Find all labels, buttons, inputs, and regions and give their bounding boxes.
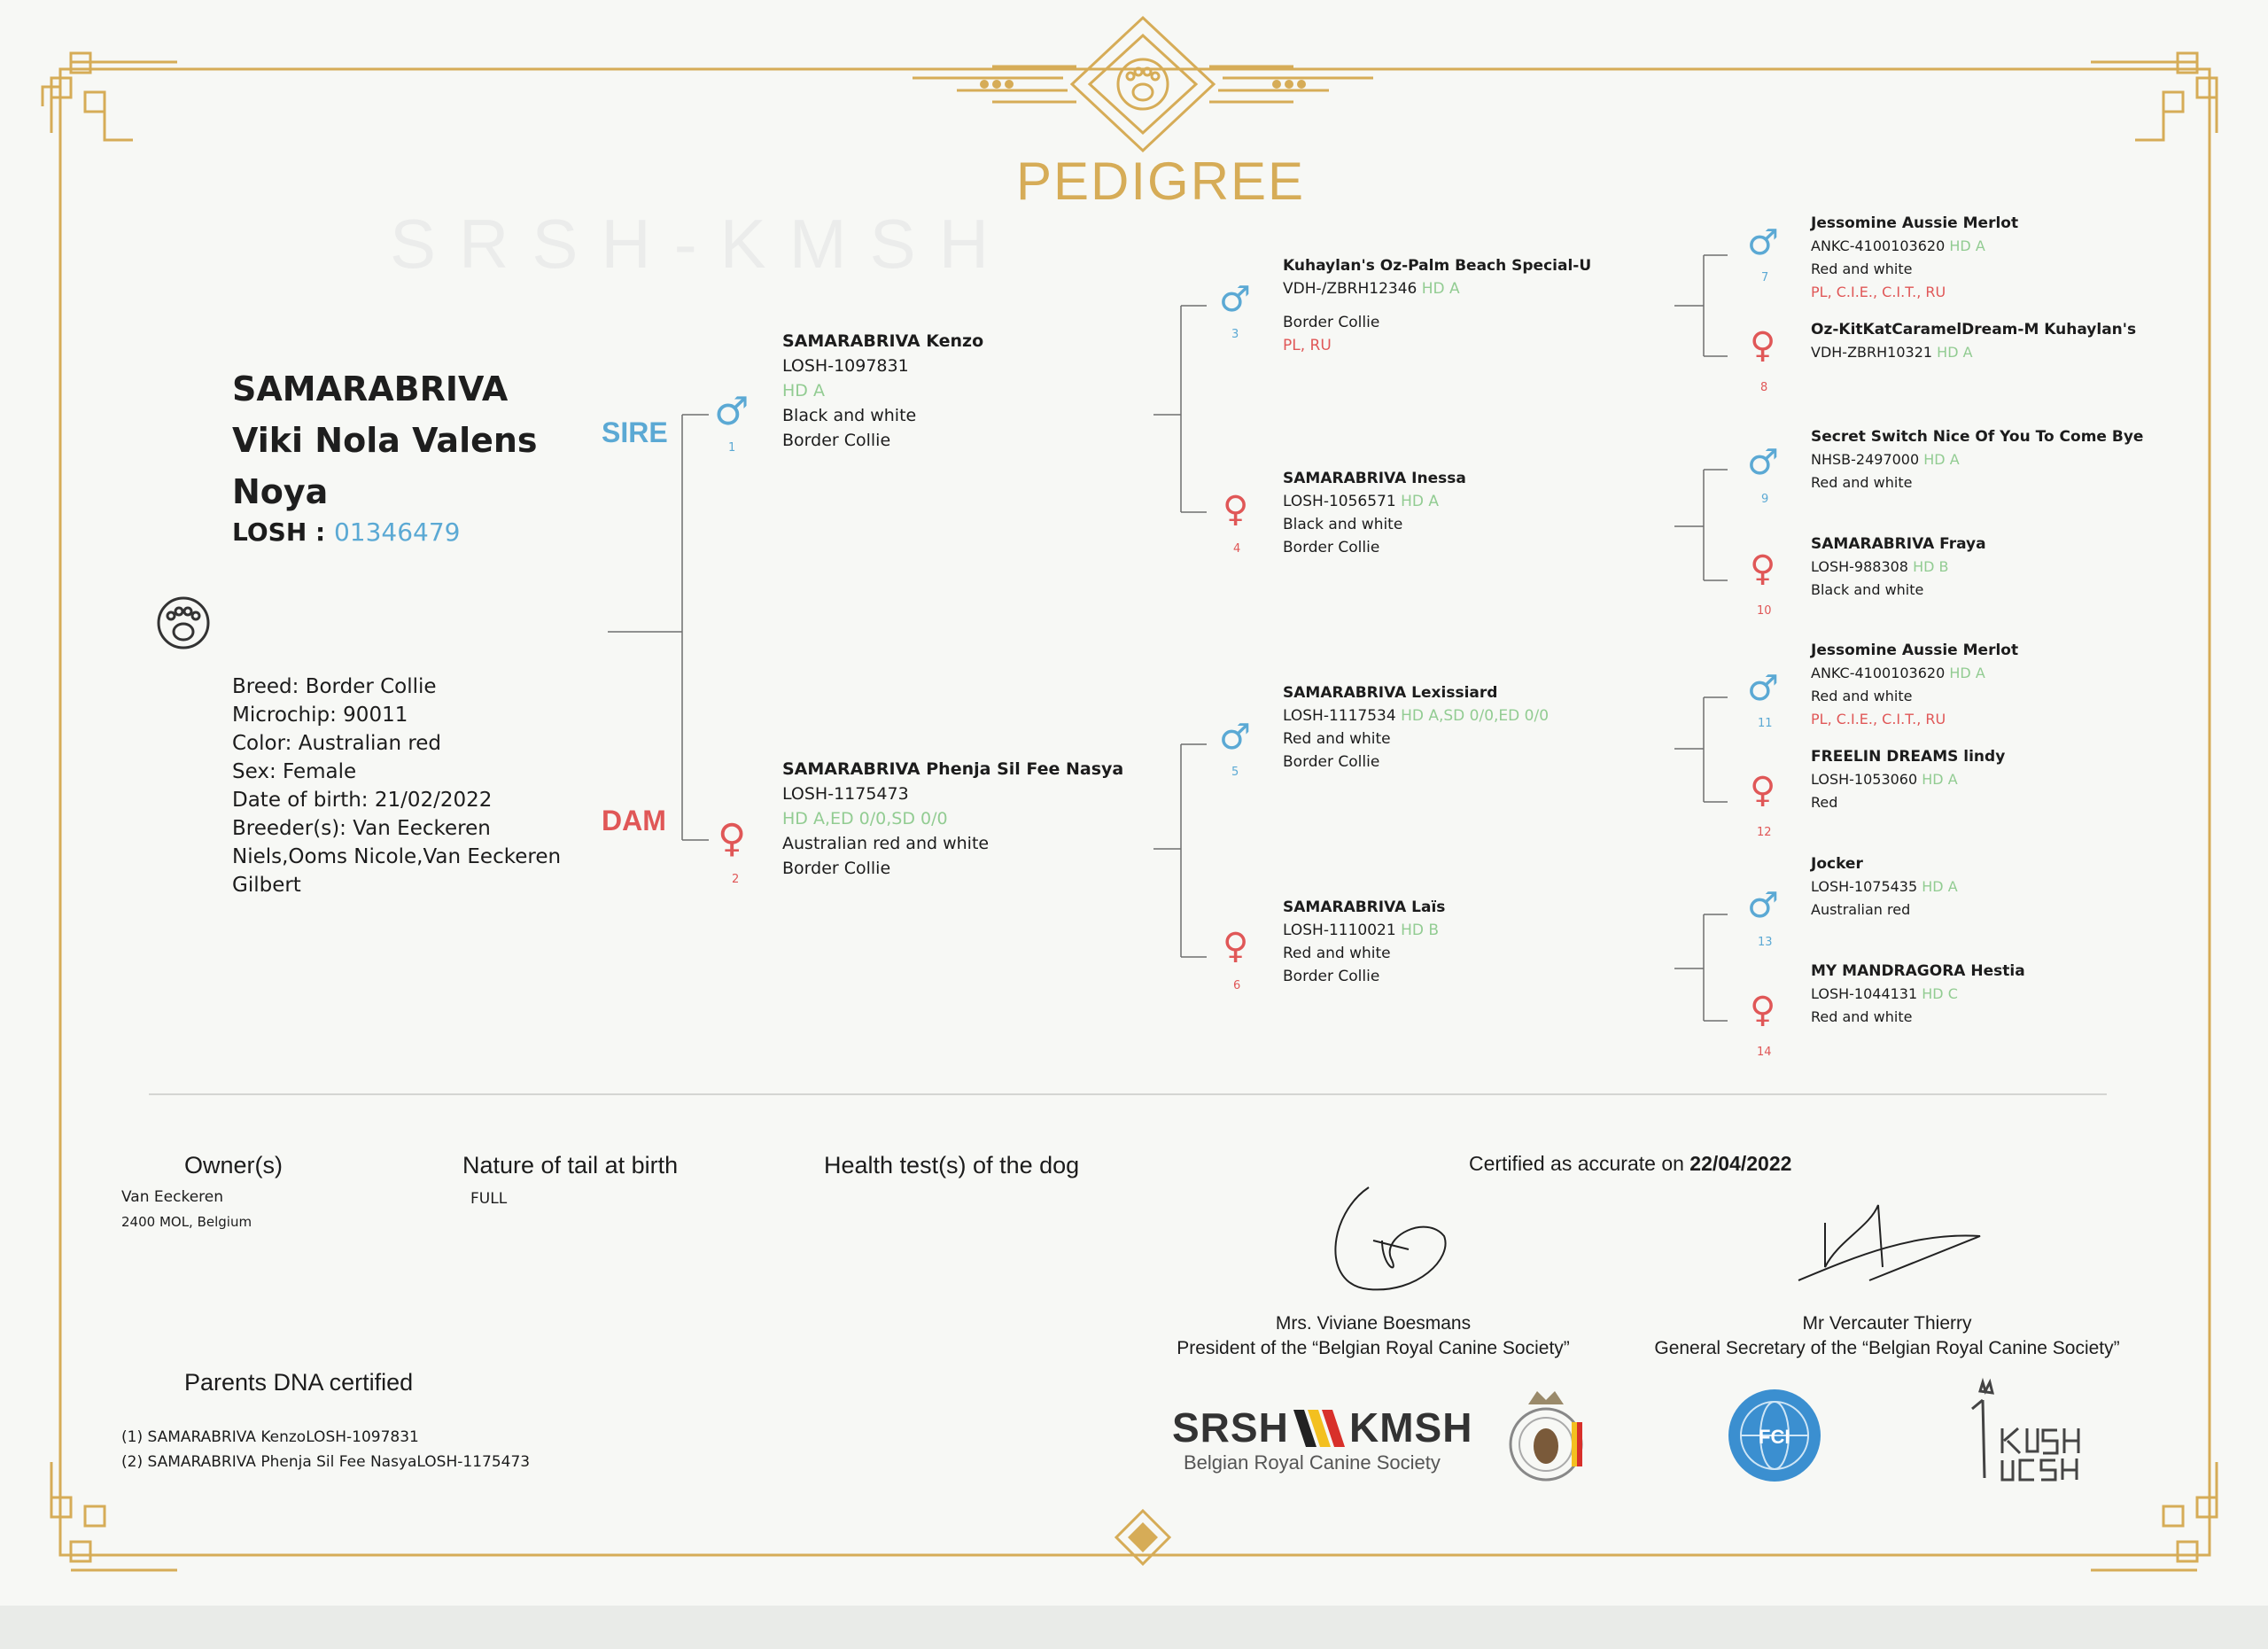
dog-name-line-3: Noya bbox=[232, 472, 329, 511]
sire-hd: HD A bbox=[782, 381, 825, 401]
sire-label: SIRE bbox=[602, 416, 668, 448]
great-grandparent-14-card[interactable] bbox=[1811, 961, 2025, 1029]
grandparent-6-card[interactable] bbox=[1283, 897, 1445, 988]
ggp-reg-line bbox=[1811, 341, 2136, 364]
grandparent-5-card[interactable] bbox=[1283, 682, 1549, 774]
signatory-1 bbox=[1152, 1311, 1595, 1361]
dam-name: SAMARABRIVA Phenja Sil Fee Nasya bbox=[782, 759, 1124, 779]
dna-heading: Parents DNA certified bbox=[184, 1369, 414, 1396]
signature-2 bbox=[1798, 1205, 1980, 1280]
ggp-reg-line bbox=[1811, 662, 2018, 685]
dog-identity bbox=[232, 363, 538, 547]
ggp-name: Jocker bbox=[1811, 855, 1863, 873]
male-icon: ♂ bbox=[1219, 279, 1251, 320]
srsh-logo-left: SRSH bbox=[1172, 1404, 1289, 1451]
sire-card[interactable] bbox=[782, 330, 983, 453]
ggp-reg-line bbox=[1811, 768, 2005, 791]
signatory-2-role: General Secretary of the “Belgian Royal Canine Society” bbox=[1654, 1338, 2120, 1358]
pedigree-connectors bbox=[608, 255, 1728, 1021]
gp-number: 6 bbox=[1233, 979, 1241, 992]
gp-reg: LOSH-1110021 bbox=[1283, 922, 1396, 939]
ggp-hd: HD A bbox=[1923, 451, 1960, 468]
tail-heading: Nature of tail at birth bbox=[462, 1152, 679, 1178]
signatory-2 bbox=[1621, 1311, 2153, 1361]
gp-titles: PL, RU bbox=[1283, 337, 1332, 354]
sire-color: Black and white bbox=[782, 406, 917, 425]
ggp-color: Red and white bbox=[1811, 261, 1913, 277]
health-heading: Health test(s) of the dog bbox=[824, 1152, 1080, 1178]
signatory-1-name: Mrs. Viviane Boesmans bbox=[1275, 1313, 1472, 1334]
female-icon: ♀ bbox=[1750, 548, 1776, 589]
fci-logo-text: FCI bbox=[1759, 1426, 1790, 1448]
royal-crest-logo bbox=[1511, 1391, 1582, 1480]
ggp-titles: PL, C.I.E., C.I.T., RU bbox=[1811, 711, 1946, 727]
gp-number: 4 bbox=[1233, 542, 1241, 556]
dog-name-line-1: SAMARABRIVA bbox=[232, 369, 509, 408]
grandparent-4-card[interactable] bbox=[1283, 468, 1466, 559]
srsh-logo-subtitle: Belgian Royal Canine Society bbox=[1184, 1451, 1441, 1474]
female-icon: ♀ bbox=[1223, 926, 1249, 967]
ggp-reg: ANKC-4100103620 bbox=[1811, 665, 1946, 681]
ggp-reg: NHSB-2497000 bbox=[1811, 451, 1920, 468]
certified-line bbox=[1469, 1152, 1791, 1176]
gp-name: SAMARABRIVA Lexissiard bbox=[1283, 684, 1498, 702]
sire-breed: Border Collie bbox=[782, 431, 891, 450]
gp-breed: Border Collie bbox=[1283, 314, 1380, 331]
ggp-reg-line bbox=[1811, 556, 1986, 579]
gp-reg-line bbox=[1283, 704, 1549, 727]
ggp-number: 12 bbox=[1757, 826, 1772, 839]
ggp-reg: LOSH-988308 bbox=[1811, 558, 1908, 575]
ggp-name: Oz-KitKatCaramelDream-M Kuhaylan's bbox=[1811, 321, 2137, 338]
ggp-reg-line bbox=[1811, 875, 1958, 898]
dna-line-2: (2) SAMARABRIVA Phenja Sil Fee NasyaLOSH-1175473 bbox=[121, 1453, 531, 1471]
dog-details bbox=[232, 673, 561, 899]
dam-color: Australian red and white bbox=[782, 834, 990, 853]
gp-hd: HD A,SD 0/0,ED 0/0 bbox=[1401, 707, 1550, 725]
ggp-reg: LOSH-1075435 bbox=[1811, 878, 1918, 895]
gp-name: SAMARABRIVA Laïs bbox=[1283, 898, 1446, 916]
page-title: PEDIGREE bbox=[1016, 152, 1306, 211]
gp-reg: LOSH-1056571 bbox=[1283, 493, 1396, 510]
female-icon: ♀ bbox=[1750, 990, 1776, 1031]
female-icon: ♀ bbox=[1750, 770, 1776, 811]
parent-number: 2 bbox=[732, 873, 740, 886]
ggp-number: 10 bbox=[1757, 604, 1772, 618]
detail-breeders-3: Gilbert bbox=[232, 874, 301, 897]
dam-breed: Border Collie bbox=[782, 859, 891, 878]
tail-value: FULL bbox=[470, 1190, 508, 1208]
gp-name: SAMARABRIVA Inessa bbox=[1283, 470, 1466, 487]
detail-microchip: Microchip: 90011 bbox=[232, 704, 408, 727]
ggp-hd: HD A bbox=[1949, 237, 1985, 254]
ggp-number: 9 bbox=[1761, 493, 1769, 506]
gp-number: 3 bbox=[1231, 328, 1239, 341]
dam-hd: HD A,ED 0/0,SD 0/0 bbox=[782, 809, 948, 828]
dna-list bbox=[121, 1425, 530, 1474]
ggp-color: Red and white bbox=[1811, 474, 1913, 491]
ggp-color: Red and white bbox=[1811, 688, 1913, 704]
watermark: SRSH-KMSH bbox=[390, 205, 1013, 283]
male-icon: ♂ bbox=[1219, 717, 1251, 758]
gp-reg: VDH-/ZBRH12346 bbox=[1283, 280, 1418, 298]
ggp-reg: VDH-ZBRH10321 bbox=[1811, 344, 1933, 361]
losh-number: 01346479 bbox=[333, 517, 461, 547]
ggp-titles: PL, C.I.E., C.I.T., RU bbox=[1811, 284, 1946, 300]
gp-name: Kuhaylan's Oz-Palm Beach Special-U bbox=[1283, 257, 1592, 275]
ggp-color: Black and white bbox=[1811, 581, 1924, 598]
paw-icon-header bbox=[1118, 59, 1168, 109]
male-icon: ♂ bbox=[1747, 668, 1779, 709]
great-grandparent-8-card[interactable] bbox=[1811, 319, 2136, 364]
srsh-stripes bbox=[1293, 1410, 1345, 1447]
ggp-name: Secret Switch Nice Of You To Come Bye bbox=[1811, 428, 2144, 446]
ggp-hd: HD A bbox=[1949, 665, 1985, 681]
ggp-color: Red bbox=[1811, 794, 1838, 811]
gp-reg-line bbox=[1283, 490, 1466, 513]
ggp-color: Red and white bbox=[1811, 1008, 1913, 1025]
ggp-color: Australian red bbox=[1811, 901, 1911, 918]
ggp-name: FREELIN DREAMS lindy bbox=[1811, 748, 2006, 766]
sire-reg: LOSH-1097831 bbox=[782, 356, 909, 376]
ggp-number: 13 bbox=[1758, 936, 1773, 949]
gp-color: Black and white bbox=[1283, 516, 1403, 533]
dam-reg: LOSH-1175473 bbox=[782, 784, 909, 804]
signatory-2-name: Mr Vercauter Thierry bbox=[1802, 1313, 1972, 1334]
female-icon: ♀ bbox=[1223, 489, 1249, 530]
detail-dob: Date of birth: 21/02/2022 bbox=[232, 789, 493, 812]
dog-losh bbox=[232, 517, 538, 547]
gp-color: Red and white bbox=[1283, 945, 1391, 962]
paw-icon bbox=[159, 598, 208, 648]
grandparent-3-card[interactable] bbox=[1283, 255, 1591, 357]
ggp-hd: HD A bbox=[1937, 344, 1973, 361]
dna-line-1: (1) SAMARABRIVA KenzoLOSH-1097831 bbox=[121, 1428, 419, 1446]
ggp-name: Jessomine Aussie Merlot bbox=[1811, 214, 2019, 232]
great-grandparent-13-card[interactable] bbox=[1811, 853, 1958, 922]
male-icon: ♂ bbox=[1747, 442, 1779, 483]
signatory-1-role: President of the “Belgian Royal Canine Society” bbox=[1177, 1338, 1570, 1358]
ggp-number: 7 bbox=[1761, 271, 1769, 284]
owner-heading: Owner(s) bbox=[184, 1152, 284, 1178]
losh-label: LOSH : bbox=[232, 517, 326, 547]
gp-hd: HD A bbox=[1401, 493, 1439, 510]
dam-label: DAM bbox=[602, 805, 666, 836]
ggp-hd: HD A bbox=[1922, 878, 1958, 895]
gp-breed: Border Collie bbox=[1283, 753, 1380, 771]
sire-name: SAMARABRIVA Kenzo bbox=[782, 331, 984, 351]
great-grandparent-11-card[interactable] bbox=[1811, 640, 2018, 731]
gp-reg-line bbox=[1283, 919, 1445, 942]
ggp-name: SAMARABRIVA Fraya bbox=[1811, 535, 1986, 553]
gp-color: Red and white bbox=[1283, 730, 1391, 748]
female-icon: ♀ bbox=[1750, 325, 1776, 366]
kush-ucsh-logo bbox=[1972, 1382, 2078, 1480]
parent-number: 1 bbox=[728, 441, 736, 455]
owner-address: 2400 MOL, Belgium bbox=[121, 1214, 252, 1230]
certified-prefix: Certified as accurate on bbox=[1469, 1152, 1684, 1175]
ggp-hd: HD A bbox=[1922, 771, 1958, 788]
ggp-reg: LOSH-1044131 bbox=[1811, 985, 1918, 1002]
owner-name: Van Eeckeren bbox=[121, 1188, 223, 1206]
female-icon: ♀ bbox=[718, 816, 747, 861]
gp-reg: LOSH-1117534 bbox=[1283, 707, 1396, 725]
ggp-number: 11 bbox=[1758, 717, 1773, 730]
ggp-reg-line bbox=[1811, 983, 2025, 1006]
ggp-reg: ANKC-4100103620 bbox=[1811, 237, 1946, 254]
gp-breed: Border Collie bbox=[1283, 539, 1380, 556]
dog-name-line-2: Viki Nola Valens bbox=[232, 421, 538, 460]
detail-breeders-2: Niels,Ooms Nicole,Van Eeckeren bbox=[232, 845, 562, 868]
ggp-reg: LOSH-1053060 bbox=[1811, 771, 1918, 788]
great-grandparent-9-card[interactable] bbox=[1811, 426, 2143, 494]
detail-sex: Sex: Female bbox=[232, 760, 357, 783]
detail-breeders-1: Breeder(s): Van Eeckeren bbox=[232, 817, 491, 840]
gp-number: 5 bbox=[1231, 766, 1239, 779]
ggp-name: MY MANDRAGORA Hestia bbox=[1811, 962, 2025, 980]
male-icon: ♂ bbox=[1747, 885, 1779, 926]
detail-color: Color: Australian red bbox=[232, 732, 442, 755]
ggp-number: 14 bbox=[1757, 1046, 1772, 1059]
ggp-hd: HD C bbox=[1922, 985, 1958, 1002]
ggp-hd: HD B bbox=[1913, 558, 1949, 575]
gp-hd: HD A bbox=[1421, 280, 1460, 298]
great-grandparent-7-card[interactable] bbox=[1811, 213, 2018, 304]
certified-date: 22/04/2022 bbox=[1689, 1152, 1792, 1175]
signature-1 bbox=[1335, 1187, 1445, 1289]
gp-hd: HD B bbox=[1401, 922, 1440, 939]
great-grandparent-12-card[interactable] bbox=[1811, 746, 2005, 814]
gp-breed: Border Collie bbox=[1283, 968, 1380, 985]
gp-reg-line bbox=[1283, 277, 1591, 300]
great-grandparent-10-card[interactable] bbox=[1811, 533, 1986, 602]
detail-breed: Breed: Border Collie bbox=[232, 675, 437, 698]
male-icon: ♂ bbox=[1747, 222, 1779, 263]
ggp-reg-line bbox=[1811, 448, 2143, 471]
ggp-reg-line bbox=[1811, 235, 2018, 258]
srsh-logo-right: KMSH bbox=[1349, 1404, 1473, 1451]
ggp-name: Jessomine Aussie Merlot bbox=[1811, 642, 2019, 659]
dam-card[interactable] bbox=[782, 758, 1123, 881]
male-icon: ♂ bbox=[714, 389, 750, 434]
ggp-number: 8 bbox=[1760, 381, 1768, 394]
